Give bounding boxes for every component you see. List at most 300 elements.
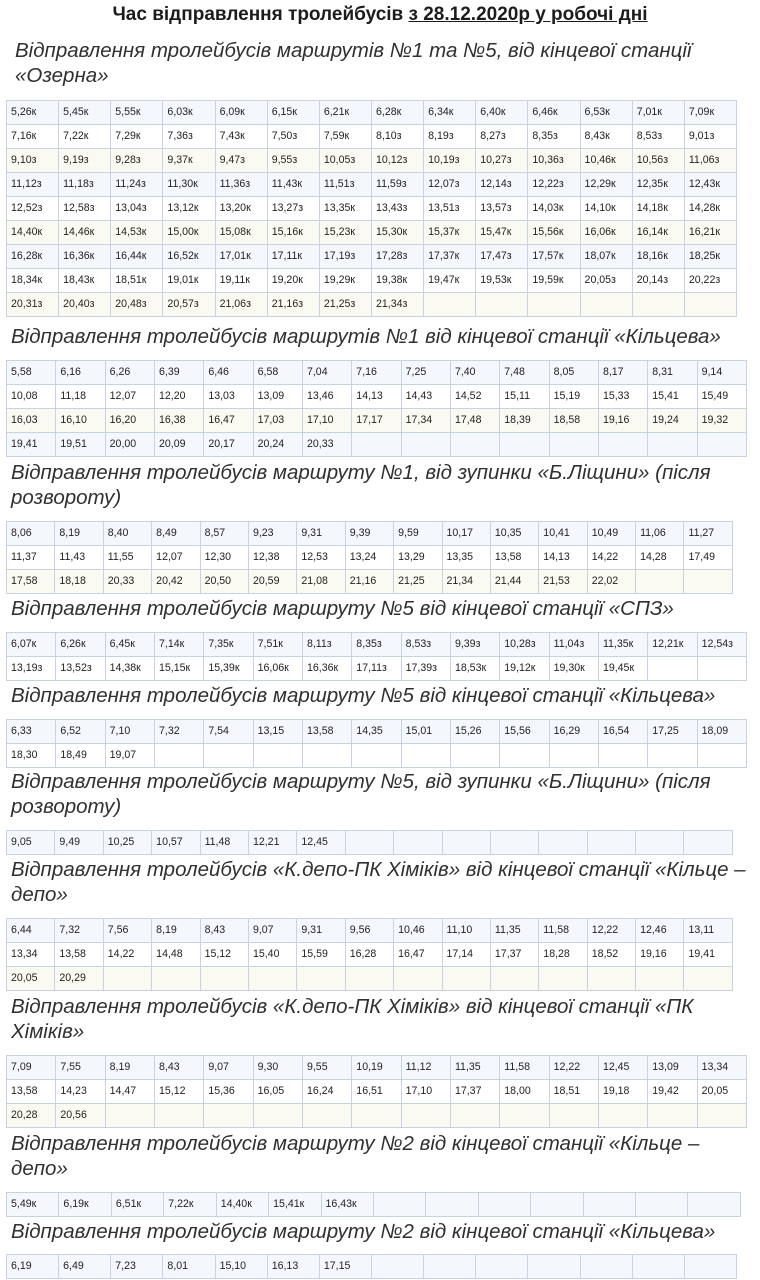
table-row xyxy=(7,385,747,409)
departure-time: 17,34 xyxy=(401,409,450,433)
departure-time: 9,07 xyxy=(204,1056,253,1080)
departure-time: 11,06з xyxy=(684,149,736,173)
departure-time: 11,12з xyxy=(7,173,59,197)
departure-time: 9,55 xyxy=(302,1056,351,1080)
departure-time: 13,11 xyxy=(684,919,733,943)
empty-cell xyxy=(539,831,587,855)
empty-cell xyxy=(476,293,528,317)
departure-time: 9,01з xyxy=(684,125,736,149)
empty-cell xyxy=(500,1104,549,1128)
table-row xyxy=(7,245,737,269)
departure-time: 18,51к xyxy=(111,269,163,293)
departure-time: 17,03 xyxy=(253,409,302,433)
departure-time: 8,35з xyxy=(352,633,401,657)
departure-time: 18,43к xyxy=(59,269,111,293)
departure-time: 15,23к xyxy=(319,221,371,245)
departure-time: 10,49 xyxy=(587,522,635,546)
departure-time: 7,09к xyxy=(684,101,736,125)
departure-time: 5,26к xyxy=(7,101,59,125)
departure-time: 5,55к xyxy=(111,101,163,125)
departure-time: 21,34з xyxy=(371,293,423,317)
departure-time: 17,01к xyxy=(215,245,267,269)
departure-time: 12,45 xyxy=(598,1056,647,1080)
departure-time: 11,35 xyxy=(450,1056,499,1080)
departure-time: 20,29 xyxy=(55,967,103,991)
empty-cell xyxy=(636,1193,688,1217)
departure-time: 6,34к xyxy=(424,101,476,125)
departure-time: 21,16 xyxy=(345,570,393,594)
departure-time: 14,43 xyxy=(401,385,450,409)
departure-time: 20,05 xyxy=(697,1080,746,1104)
departure-time: 8,57 xyxy=(200,522,248,546)
empty-cell xyxy=(632,1255,684,1279)
departure-time: 17,10 xyxy=(302,409,351,433)
departure-time: 19,45к xyxy=(598,657,647,681)
departure-time: 19,41 xyxy=(684,943,733,967)
departure-time: 12,22 xyxy=(549,1056,598,1080)
departure-time: 19,38к xyxy=(371,269,423,293)
departure-time: 19,24 xyxy=(648,409,697,433)
departure-time: 11,43к xyxy=(267,173,319,197)
departure-time: 21,25 xyxy=(394,570,442,594)
departure-time: 6,45к xyxy=(105,633,154,657)
departure-time: 11,37 xyxy=(7,546,55,570)
departure-time: 18,51 xyxy=(549,1080,598,1104)
departure-time: 17,28з xyxy=(371,245,423,269)
departure-time: 14,52 xyxy=(450,385,499,409)
departure-time: 20,31з xyxy=(7,293,59,317)
departure-time: 7,40 xyxy=(450,361,499,385)
departure-time: 13,15 xyxy=(253,720,302,744)
empty-cell xyxy=(598,744,647,768)
departure-time: 12,45 xyxy=(297,831,345,855)
departure-time: 15,56к xyxy=(528,221,580,245)
departure-time: 21,16з xyxy=(267,293,319,317)
departure-time: 6,52 xyxy=(56,720,105,744)
empty-cell xyxy=(587,967,635,991)
empty-cell xyxy=(253,744,302,768)
departure-time: 19,32 xyxy=(697,409,746,433)
departure-time: 19,30к xyxy=(549,657,598,681)
table-row xyxy=(7,1255,737,1279)
departure-time: 6,51к xyxy=(111,1193,163,1217)
departure-time: 15,30к xyxy=(371,221,423,245)
departure-time: 10,12з xyxy=(371,149,423,173)
departure-time: 18,30 xyxy=(7,744,56,768)
empty-cell xyxy=(636,967,684,991)
departure-time: 13,20к xyxy=(215,197,267,221)
table-row xyxy=(7,269,737,293)
departure-time: 20,00 xyxy=(105,433,154,457)
departure-time: 10,28з xyxy=(500,633,549,657)
departure-time: 7,59к xyxy=(319,125,371,149)
departure-time: 16,06к xyxy=(253,657,302,681)
departure-time: 7,36з xyxy=(163,125,215,149)
departure-time: 14,46к xyxy=(59,221,111,245)
departure-time: 8,43 xyxy=(200,919,248,943)
departure-time: 12,38 xyxy=(248,546,296,570)
section-heading-5: Відправлення тролейбусів маршруту №5 від кінцевої станції «Кільцева» xyxy=(11,684,716,707)
departure-time: 19,42 xyxy=(648,1080,697,1104)
departure-time: 16,51 xyxy=(352,1080,401,1104)
departure-time: 12,43к xyxy=(684,173,736,197)
departure-time: 11,55 xyxy=(103,546,151,570)
departure-time: 6,21к xyxy=(319,101,371,125)
empty-cell xyxy=(352,433,401,457)
departure-time: 18,18 xyxy=(55,570,103,594)
departure-time: 10,08 xyxy=(7,385,56,409)
departure-time: 13,51з xyxy=(424,197,476,221)
departure-time: 15,56 xyxy=(500,720,549,744)
departure-time: 14,22 xyxy=(103,943,151,967)
title-prefix: Час відправлення тролейбусів xyxy=(112,4,409,25)
departure-time: 11,10 xyxy=(442,919,490,943)
empty-cell xyxy=(490,831,538,855)
departure-time: 9,19з xyxy=(59,149,111,173)
departure-time: 7,32 xyxy=(154,720,203,744)
departure-time: 10,25 xyxy=(103,831,151,855)
departure-time: 17,11к xyxy=(267,245,319,269)
departure-time: 8,19 xyxy=(105,1056,154,1080)
departure-time: 12,35к xyxy=(632,173,684,197)
empty-cell xyxy=(528,293,580,317)
departure-time: 16,44к xyxy=(111,245,163,269)
departure-time: 20,14з xyxy=(632,269,684,293)
departure-time: 13,19з xyxy=(7,657,56,681)
departure-time: 13,58 xyxy=(7,1080,56,1104)
section-heading-3: Відправлення тролейбусів маршруту №1, від зупинки «Б.Ліщини» (після розвороту) xyxy=(11,461,711,509)
departure-time: 15,16к xyxy=(267,221,319,245)
departure-time: 17,37к xyxy=(424,245,476,269)
departure-time: 19,59к xyxy=(528,269,580,293)
departure-time: 19,16 xyxy=(598,409,647,433)
departure-time: 10,27з xyxy=(476,149,528,173)
departure-time: 16,36к xyxy=(302,657,351,681)
departure-time: 7,43к xyxy=(215,125,267,149)
departure-time: 10,46к xyxy=(580,149,632,173)
departure-time: 16,43к xyxy=(321,1193,373,1217)
empty-cell xyxy=(154,744,203,768)
table-row xyxy=(7,361,747,385)
empty-cell xyxy=(684,570,733,594)
empty-cell xyxy=(103,967,151,991)
table-row xyxy=(7,433,747,457)
departure-time: 8,19 xyxy=(55,522,103,546)
schedule-table-4 xyxy=(6,632,747,681)
departure-time: 14,28к xyxy=(684,197,736,221)
departure-time: 11,51з xyxy=(319,173,371,197)
empty-cell xyxy=(352,744,401,768)
empty-cell xyxy=(648,433,697,457)
departure-time: 19,47к xyxy=(424,269,476,293)
empty-cell xyxy=(352,1104,401,1128)
empty-cell xyxy=(204,1104,253,1128)
empty-cell xyxy=(549,1104,598,1128)
departure-time: 7,50з xyxy=(267,125,319,149)
empty-cell xyxy=(636,831,684,855)
empty-cell xyxy=(697,1104,746,1128)
departure-time: 12,46 xyxy=(636,919,684,943)
table-row xyxy=(7,1080,747,1104)
departure-time: 20,05 xyxy=(7,967,55,991)
table-row xyxy=(7,744,747,768)
table-row xyxy=(7,522,733,546)
departure-time: 9,39з xyxy=(450,633,499,657)
departure-time: 7,09 xyxy=(7,1056,56,1080)
departure-time: 13,58 xyxy=(302,720,351,744)
empty-cell xyxy=(598,1104,647,1128)
departure-time: 20,56 xyxy=(56,1104,105,1128)
departure-time: 21,06з xyxy=(215,293,267,317)
section-heading-10: Відправлення тролейбусів маршруту №2 від кінцевої станції «Кільцева» xyxy=(11,1220,716,1243)
empty-cell xyxy=(697,433,746,457)
departure-time: 9,59 xyxy=(394,522,442,546)
departure-time: 17,15 xyxy=(319,1255,371,1279)
departure-time: 17,19з xyxy=(319,245,371,269)
departure-time: 6,16 xyxy=(56,361,105,385)
departure-time: 11,04з xyxy=(549,633,598,657)
table-row xyxy=(7,221,737,245)
empty-cell xyxy=(500,744,549,768)
departure-time: 15,49 xyxy=(697,385,746,409)
departure-time: 8,06 xyxy=(7,522,55,546)
departure-time: 10,05з xyxy=(319,149,371,173)
empty-cell xyxy=(632,293,684,317)
departure-time: 11,27 xyxy=(684,522,733,546)
departure-time: 18,16к xyxy=(632,245,684,269)
departure-time: 6,09к xyxy=(215,101,267,125)
table-row xyxy=(7,149,737,173)
departure-time: 8,19з xyxy=(424,125,476,149)
departure-time: 16,13 xyxy=(267,1255,319,1279)
departure-time: 13,03 xyxy=(204,385,253,409)
departure-time: 21,44 xyxy=(490,570,538,594)
table-row xyxy=(7,919,733,943)
departure-time: 7,29к xyxy=(111,125,163,149)
departure-time: 16,21к xyxy=(684,221,736,245)
departure-time: 16,24 xyxy=(302,1080,351,1104)
departure-time: 8,43 xyxy=(154,1056,203,1080)
departure-time: 17,39з xyxy=(401,657,450,681)
departure-time: 6,28к xyxy=(371,101,423,125)
departure-time: 13,04з xyxy=(111,197,163,221)
departure-time: 12,54з xyxy=(697,633,746,657)
departure-time: 9,49 xyxy=(55,831,103,855)
departure-time: 5,49к xyxy=(7,1193,59,1217)
departure-time: 12,14з xyxy=(476,173,528,197)
departure-time: 19,18 xyxy=(598,1080,647,1104)
departure-time: 11,35к xyxy=(598,633,647,657)
departure-time: 7,10 xyxy=(105,720,154,744)
empty-cell xyxy=(583,1193,635,1217)
departure-time: 9,31 xyxy=(297,919,345,943)
table-row xyxy=(7,173,737,197)
departure-time: 17,17 xyxy=(352,409,401,433)
empty-cell xyxy=(105,1104,154,1128)
departure-time: 6,07к xyxy=(7,633,56,657)
schedule-table-10 xyxy=(6,1254,737,1279)
empty-cell xyxy=(490,967,538,991)
departure-time: 14,35 xyxy=(352,720,401,744)
departure-time: 11,06 xyxy=(636,522,684,546)
departure-time: 18,39 xyxy=(500,409,549,433)
departure-time: 16,10 xyxy=(56,409,105,433)
departure-time: 12,52з xyxy=(7,197,59,221)
departure-time: 19,41 xyxy=(7,433,56,457)
departure-time: 12,20 xyxy=(154,385,203,409)
departure-time: 13,46 xyxy=(302,385,351,409)
departure-time: 20,50 xyxy=(200,570,248,594)
section-heading-9: Відправлення тролейбусів маршруту №2 від кінцевої станції «Кільце – депо» xyxy=(11,1132,700,1180)
departure-time: 11,58 xyxy=(539,919,587,943)
departure-time: 7,48 xyxy=(500,361,549,385)
empty-cell xyxy=(528,1255,580,1279)
departure-time: 9,39 xyxy=(345,522,393,546)
departure-time: 14,22 xyxy=(587,546,635,570)
empty-cell xyxy=(401,744,450,768)
schedule-table-5 xyxy=(6,719,747,768)
departure-time: 9,23 xyxy=(248,522,296,546)
departure-time: 11,35 xyxy=(490,919,538,943)
departure-time: 17,25 xyxy=(648,720,697,744)
departure-time: 10,17 xyxy=(442,522,490,546)
departure-time: 10,46 xyxy=(394,919,442,943)
empty-cell xyxy=(697,657,746,681)
departure-time: 20,28 xyxy=(7,1104,56,1128)
departure-time: 15,40 xyxy=(248,943,296,967)
departure-time: 13,27з xyxy=(267,197,319,221)
departure-time: 14,03к xyxy=(528,197,580,221)
departure-time: 20,48з xyxy=(111,293,163,317)
empty-cell xyxy=(424,1255,476,1279)
empty-cell xyxy=(302,744,351,768)
departure-time: 18,07к xyxy=(580,245,632,269)
departure-time: 8,17 xyxy=(598,361,647,385)
departure-time: 13,29 xyxy=(394,546,442,570)
departure-time: 17,37 xyxy=(450,1080,499,1104)
empty-cell xyxy=(636,570,684,594)
section-heading-1: Відправлення тролейбусів маршрутів №1 та №5, від кінцевої станції «Озерна» xyxy=(15,39,692,87)
empty-cell xyxy=(539,967,587,991)
departure-time: 15,47к xyxy=(476,221,528,245)
empty-cell xyxy=(442,967,490,991)
table-row xyxy=(7,1104,747,1128)
departure-time: 18,53к xyxy=(450,657,499,681)
departure-time: 20,42 xyxy=(152,570,200,594)
departure-time: 15,26 xyxy=(450,720,499,744)
empty-cell xyxy=(253,1104,302,1128)
departure-time: 17,11з xyxy=(352,657,401,681)
empty-cell xyxy=(442,831,490,855)
empty-cell xyxy=(302,1104,351,1128)
empty-cell xyxy=(345,831,393,855)
departure-time: 7,22к xyxy=(164,1193,216,1217)
departure-time: 10,19 xyxy=(352,1056,401,1080)
departure-time: 7,25 xyxy=(401,361,450,385)
departure-time: 12,21 xyxy=(248,831,296,855)
departure-time: 20,40з xyxy=(59,293,111,317)
departure-time: 9,47з xyxy=(215,149,267,173)
departure-time: 9,05 xyxy=(7,831,55,855)
departure-time: 13,58 xyxy=(55,943,103,967)
departure-time: 13,24 xyxy=(345,546,393,570)
departure-time: 11,43 xyxy=(55,546,103,570)
departure-time: 16,05 xyxy=(253,1080,302,1104)
departure-time: 16,28к xyxy=(7,245,59,269)
table-row xyxy=(7,831,733,855)
departure-time: 10,36з xyxy=(528,149,580,173)
departure-time: 17,57к xyxy=(528,245,580,269)
departure-time: 13,52з xyxy=(56,657,105,681)
departure-time: 15,19 xyxy=(549,385,598,409)
departure-time: 8,11з xyxy=(302,633,351,657)
departure-time: 9,55з xyxy=(267,149,319,173)
departure-time: 12,30 xyxy=(200,546,248,570)
departure-time: 20,57з xyxy=(163,293,215,317)
departure-time: 17,49 xyxy=(684,546,733,570)
empty-cell xyxy=(154,1104,203,1128)
departure-time: 16,47 xyxy=(394,943,442,967)
departure-time: 15,33 xyxy=(598,385,647,409)
table-row xyxy=(7,943,733,967)
departure-time: 16,52к xyxy=(163,245,215,269)
departure-time: 20,33 xyxy=(103,570,151,594)
departure-time: 20,17 xyxy=(204,433,253,457)
departure-time: 8,35з xyxy=(528,125,580,149)
empty-cell xyxy=(401,1104,450,1128)
departure-time: 6,53к xyxy=(580,101,632,125)
departure-time: 13,34 xyxy=(7,943,55,967)
departure-time: 7,32 xyxy=(55,919,103,943)
empty-cell xyxy=(697,744,746,768)
departure-time: 17,37 xyxy=(490,943,538,967)
departure-time: 15,10 xyxy=(215,1255,267,1279)
schedule-table-3 xyxy=(6,521,733,594)
departure-time: 21,34 xyxy=(442,570,490,594)
section-heading-2: Відправлення тролейбусів маршрутів №1 від кінцевої станції «Кільцева» xyxy=(11,325,721,348)
departure-time: 8,05 xyxy=(549,361,598,385)
section-heading-6: Відправлення тролейбусів маршруту №5, від зупинки «Б.Ліщини» (після розвороту) xyxy=(11,770,711,818)
departure-time: 6,19к xyxy=(59,1193,111,1217)
departure-time: 12,07 xyxy=(105,385,154,409)
departure-time: 11,36з xyxy=(215,173,267,197)
empty-cell xyxy=(373,1193,425,1217)
departure-time: 7,14к xyxy=(154,633,203,657)
departure-time: 7,16к xyxy=(7,125,59,149)
departure-time: 21,08 xyxy=(297,570,345,594)
departure-time: 13,12к xyxy=(163,197,215,221)
departure-time: 14,47 xyxy=(105,1080,154,1104)
empty-cell xyxy=(648,1104,697,1128)
schedule-table-2 xyxy=(6,360,747,457)
empty-cell xyxy=(580,1255,632,1279)
departure-time: 15,11 xyxy=(500,385,549,409)
departure-time: 17,14 xyxy=(442,943,490,967)
empty-cell xyxy=(684,293,736,317)
departure-time: 10,19з xyxy=(424,149,476,173)
departure-time: 8,53з xyxy=(632,125,684,149)
empty-cell xyxy=(394,831,442,855)
table-row xyxy=(7,125,737,149)
empty-cell xyxy=(587,831,635,855)
departure-time: 9,31 xyxy=(297,522,345,546)
departure-time: 15,15к xyxy=(154,657,203,681)
departure-time: 13,43з xyxy=(371,197,423,221)
departure-time: 6,03к xyxy=(163,101,215,125)
departure-time: 14,18к xyxy=(632,197,684,221)
departure-time: 17,47з xyxy=(476,245,528,269)
departure-time: 18,52 xyxy=(587,943,635,967)
